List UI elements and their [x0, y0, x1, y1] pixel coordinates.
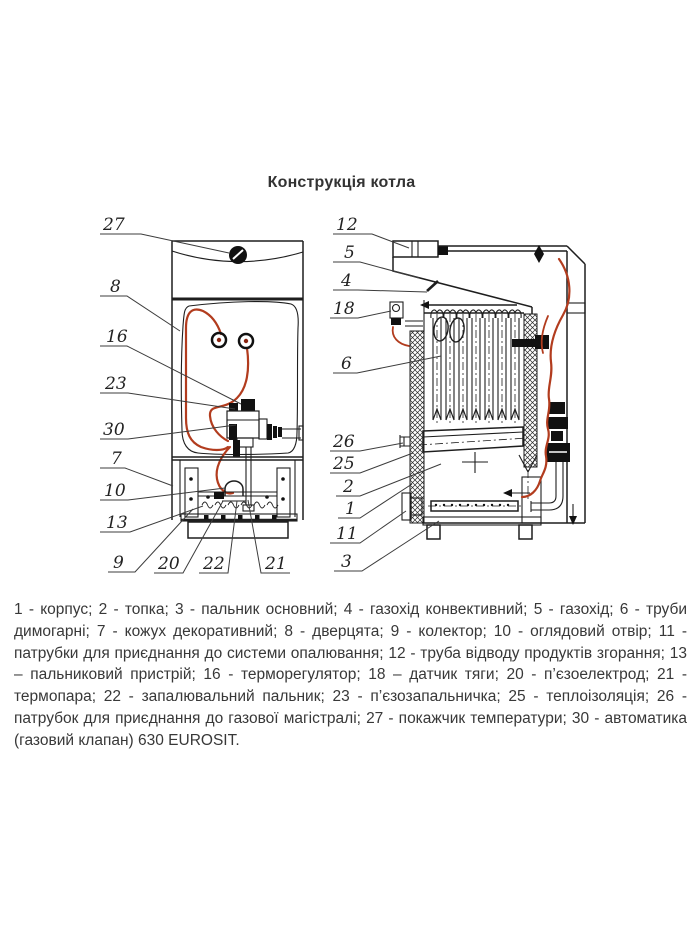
side-view — [390, 241, 585, 539]
outer-casing-side — [423, 246, 585, 525]
callout-label-8: 8 — [110, 277, 121, 297]
callout-label-22: 22 — [203, 554, 225, 574]
flue-outlet — [393, 241, 567, 263]
burner-assembly-front — [172, 457, 303, 538]
callout-label-12: 12 — [336, 215, 358, 235]
main-burner-side — [423, 501, 541, 539]
callout-label-11: 11 — [336, 524, 358, 544]
gas-valve-assembly — [227, 399, 303, 511]
callout-label-4: 4 — [341, 271, 352, 291]
callout-label-27: 27 — [103, 215, 125, 235]
callout-label-23: 23 — [105, 374, 127, 394]
callout-label-1: 1 — [345, 499, 356, 519]
insulation-walls — [410, 300, 537, 523]
callout-label-9: 9 — [113, 553, 124, 573]
temperature-indicator — [229, 246, 247, 264]
callout-label-10: 10 — [104, 481, 126, 501]
callout-label-6: 6 — [341, 354, 352, 374]
callout-label-13: 13 — [106, 513, 128, 533]
callout-label-3: 3 — [341, 552, 352, 572]
gas-duct — [393, 257, 532, 314]
callout-label-2: 2 — [343, 477, 354, 497]
callout-label-18: 18 — [333, 299, 355, 319]
legend-text: 1 - корпус; 2 - топка; 3 - пальник основний; 4 - газохід конвективний; 5 - газохід; 6 - труби димогарні; 7 - кожух декоративний; 8 - дверцята; 9 - колектор; 10 - оглядовий отвір; 11 - патрубки для приєднання до системи опалювання; 12 - труба відводу продуктів згорання; 13 – пальниковий пристрій; 16 - терморегулятор; 18 – датчик тяги; 20 - п’єзоелектрод; 21 - термопара; 22 - запалювальний пальник; 23 - п’єзозапальничка; 25 - теплоізоляція; 26 - патрубок для приєднання до газової магістралі; 27 - покажчик температури; 30 - автоматика (газовий клапан) 630 EUROSIT. — [14, 601, 687, 749]
control-knobs — [212, 333, 253, 348]
callout-label-20: 20 — [158, 554, 180, 574]
page-title: Конструкція котла — [267, 174, 416, 191]
callout-label-5: 5 — [344, 243, 355, 263]
callout-label-7: 7 — [111, 449, 122, 469]
callout-label-16: 16 — [106, 327, 128, 347]
front-view — [172, 241, 303, 538]
callout-label-21: 21 — [265, 554, 287, 574]
callout-label-30: 30 — [103, 420, 125, 440]
tube-plate-collector — [419, 427, 527, 452]
callout-label-26: 26 — [333, 432, 355, 452]
callout-label-25: 25 — [333, 454, 355, 474]
flue-tubes — [424, 310, 524, 424]
